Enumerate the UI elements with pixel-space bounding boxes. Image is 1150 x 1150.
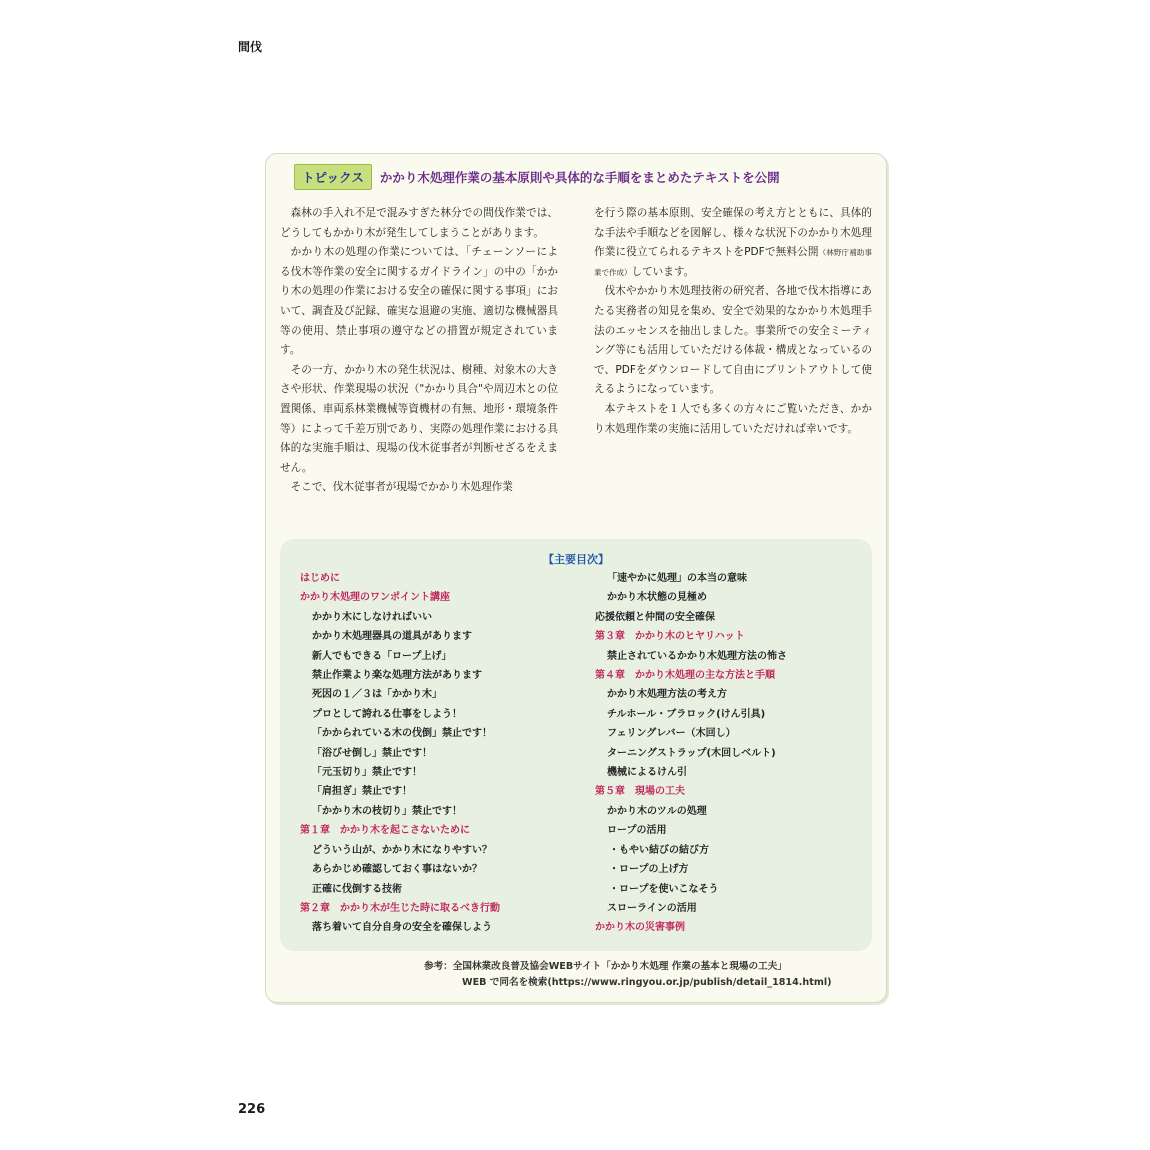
toc-entry: 禁止されているかかり木処理方法の怖さ — [607, 650, 787, 662]
topic-header — [294, 164, 868, 190]
toc-entry: フェリングレバー（木回し） — [607, 728, 736, 740]
paragraph-text: 伐木やかかり木処理技術の研究者、各地で伐木指導にあたる実務者の知見を集め、安全で効果的なかかり木処理手法のエッセンスを抽出しました。事業所での安全ミーティング等にも活用していただける体裁・構成となっているので、PDFをダウンロードして自由にプリントアウトして使えるようになっています。 — [594, 285, 872, 396]
toc-entry: 禁止作業より楽な処理方法があります — [312, 670, 482, 682]
toc-entry: ・もやい結びの結び方 — [609, 844, 709, 856]
toc-left-column — [300, 569, 590, 938]
paragraph-text: を行う際の基本原則、安全確保の考え方とともに、具体的な手法や手順などを図解し、様々な状況下のかかり木処理作業に役立てられるテキストをPDFで無料公開 — [594, 207, 872, 259]
toc-entry: 正確に伐倒する技術 — [312, 883, 402, 895]
toc-heading: 【主要目次】 — [543, 553, 609, 566]
toc-entry: 「元玉切り」禁止です！ — [312, 767, 422, 779]
body-paragraph: そこで、伐木従事者が現場でかかり木処理作業 — [290, 481, 513, 494]
topic-box — [265, 153, 887, 1003]
toc-entry: 「浴びせ倒し」禁止です！ — [312, 747, 432, 759]
toc-chapter: 第４章 かかり木処理の主な方法と手順 — [595, 670, 775, 682]
table-of-contents — [280, 539, 872, 951]
paragraph-note: （林野庁補助事業で作成） — [594, 248, 872, 277]
toc-chapter: 第３章 かかり木のヒヤリハット — [595, 631, 745, 643]
toc-entry: ・ロープの上げ方 — [609, 864, 689, 876]
toc-entry: 「肩担ぎ」禁止です！ — [312, 786, 412, 798]
toc-entry: かかり木処理器具の道具があります — [312, 631, 472, 643]
toc-chapter: かかり木処理のワンポイント講座 — [300, 592, 450, 604]
body-paragraph — [594, 204, 872, 282]
reference-line: 参考：全国林業改良普及協会WEBサイト「かかり木処理 作業の基本と現場の工夫」 — [424, 961, 787, 972]
toc-entry: スローラインの活用 — [607, 902, 697, 914]
body-paragraph: その一方、かかり木の発生状況は、樹種、対象木の大きさや形状、作業現場の状況（"かかり具合"や周辺木との位置関係、車両系林業機械等資機材の有無、地形・環境条件等）によって千差万別であり、実際の処理作業における具体的な実施手順は、現場の伐木従事者が判断せざるをえません。 — [280, 363, 558, 474]
toc-entry: 応援依頼と仲間の安全確保 — [595, 611, 715, 623]
toc-entry: チルホール・ブラロック(けん引具) — [607, 708, 766, 720]
topic-title: かかり木処理作業の基本原則や具体的な手順をまとめたテキストを公開 — [379, 170, 780, 185]
toc-entry: 「かかり木の枝切り」禁止です！ — [312, 805, 462, 817]
toc-entry: 落ち着いて自分自身の安全を確保しよう — [312, 922, 492, 934]
toc-chapter: 第２章 かかり木が生じた時に取るべき行動 — [300, 902, 500, 914]
toc-entry: かかり木にしなければいい — [312, 611, 432, 623]
toc-entry: どういう山が、かかり木になりやすい？ — [312, 844, 492, 856]
toc-entry: かかり木のツルの処理 — [607, 805, 707, 817]
body-paragraph: 森林の手入れ不足で混みすぎた林分での間伐作業では、どうしてもかかり木が発生してしまうことがあります。 — [280, 207, 558, 239]
toc-chapter: かかり木の災害事例 — [595, 922, 685, 934]
toc-entry: 機械によるけん引 — [607, 767, 687, 779]
paragraph-text: しています。 — [631, 265, 695, 278]
running-header: 間伐 — [238, 40, 263, 54]
toc-chapter: 第１章 かかり木を起こさないために — [300, 825, 470, 837]
toc-entry: あらかじめ確認しておく事はないか？ — [312, 864, 482, 876]
reference-url-line: WEB で同名を検索(https://www.ringyou.or.jp/publish/detail_1814.html) — [462, 977, 832, 988]
toc-chapter: 第５章 現場の工夫 — [595, 786, 685, 798]
toc-entry: 死因の１／３は「かかり木」 — [312, 689, 442, 701]
body-paragraph — [594, 400, 872, 439]
body-paragraph — [594, 282, 872, 400]
toc-entry: プロとして誇れる仕事をしよう！ — [312, 708, 462, 720]
topic-badge: トピックス — [294, 164, 372, 190]
paragraph-text: 本テキストを１人でも多くの方々にご覧いただき、かかり木処理作業の実施に活用していただければ幸いです。 — [594, 402, 872, 435]
toc-entry: かかり木状態の見極め — [607, 592, 707, 604]
toc-entry: 新人でもできる「ロープ上げ」 — [312, 650, 452, 662]
body-left-column — [280, 204, 558, 498]
page-number: 226 — [238, 1102, 266, 1117]
toc-entry: ・ロープを使いこなそう — [609, 883, 719, 895]
toc-entry: 「速やかに処理」の本当の意味 — [607, 573, 747, 584]
reference-note — [424, 959, 832, 991]
toc-entry: 「かかられている木の伐倒」禁止です！ — [312, 728, 492, 740]
toc-entry: かかり木処理方法の考え方 — [607, 689, 727, 701]
body-right-column — [594, 204, 872, 439]
toc-chapter: はじめに — [300, 573, 340, 584]
body-paragraph: かかり木の処理の作業については、「チェーンソーによる伐木等作業の安全に関するガイドライン」の中の「かかり木の処理の作業における安全の確保に関する事項」において、調査及び記録、確実な退避の実施、適切な機械器具等の使用、禁止事項の遵守などの措置が規定されています。 — [280, 246, 558, 357]
toc-entry: ターニングストラップ(木回しベルト) — [607, 747, 776, 759]
toc-entry: ロープの活用 — [607, 825, 667, 837]
toc-right-column — [595, 569, 865, 938]
